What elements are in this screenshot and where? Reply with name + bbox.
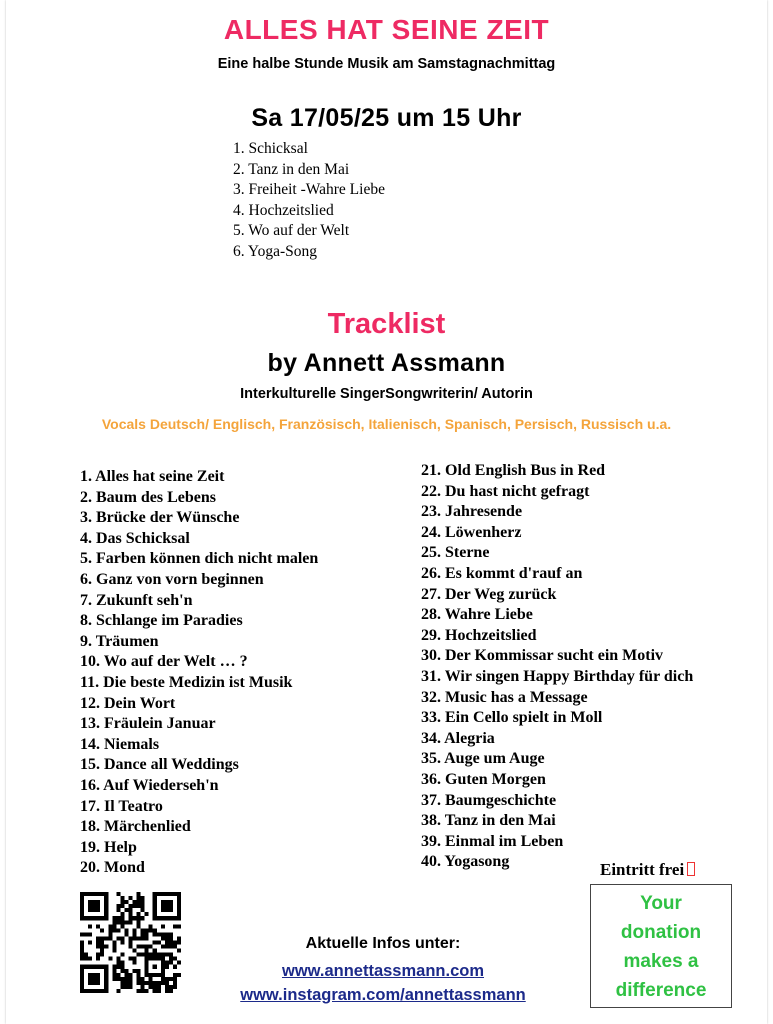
instagram-link[interactable]: www.instagram.com/annettassmann (240, 986, 526, 1004)
program-list (233, 139, 385, 262)
track-item: 25. Sterne (421, 544, 490, 562)
tracklist-right-column (421, 461, 693, 873)
track-item: 14. Niemals (80, 735, 160, 753)
program-item: 6. Yoga-Song (233, 242, 317, 260)
program-item: 1. Schicksal (233, 140, 308, 157)
donation-line: Your (640, 893, 682, 914)
program-item: 2. Tanz in den Mai (233, 160, 350, 178)
track-item: 17. Il Teatro (80, 797, 163, 815)
event-date: Sa 17/05/25 um 15 Uhr (251, 104, 522, 132)
track-item: 38. Tanz in den Mai (421, 812, 556, 830)
track-item: 37. Baumgeschichte (421, 791, 557, 809)
artist-role: Interkulturelle SingerSongwriterin/ Autorin (240, 386, 533, 402)
tracklist-title: Tracklist (327, 308, 446, 340)
page-title: ALLES HAT SEINE ZEIT (223, 14, 550, 45)
track-item: 23. Jahresende (421, 503, 523, 521)
donation-line: donation (620, 922, 702, 943)
track-item: 24. Löwenherz (421, 523, 522, 541)
track-item: 1. Alles hat seine Zeit (80, 468, 225, 485)
track-item: 11. Die beste Medizin ist Musik (80, 673, 293, 691)
track-item: 31. Wir singen Happy Birthday für dich (421, 667, 694, 685)
entry-free-label (600, 860, 695, 880)
track-item: 19. Help (80, 838, 137, 856)
missing-glyph-icon (687, 862, 695, 876)
track-item: 39. Einmal im Leben (421, 832, 564, 850)
track-item: 20. Mond (80, 859, 145, 877)
artist-byline: by Annett Assmann (267, 349, 506, 377)
qr-code-icon[interactable] (80, 892, 181, 993)
website-link[interactable]: www.annettassmann.com (281, 962, 485, 980)
track-item: 28. Wahre Liebe (421, 606, 533, 624)
track-item: 16. Auf Wiederseh'n (80, 776, 219, 794)
track-item: 34. Alegria (421, 729, 495, 747)
track-item: 3. Brücke der Wünsche (80, 509, 240, 527)
infos-label: Aktuelle Infos unter: (305, 935, 461, 952)
program-item: 4. Hochzeitslied (233, 201, 334, 219)
track-item: 6. Ganz von vorn beginnen (80, 570, 264, 588)
track-item: 5. Farben können dich nicht malen (80, 550, 319, 568)
program-item: 5. Wo auf der Welt (233, 222, 350, 239)
track-item: 22. Du hast nicht gefragt (421, 482, 590, 500)
track-item: 29. Hochzeitslied (421, 626, 537, 644)
donation-box (590, 884, 732, 1008)
track-item: 15. Dance all Weddings (80, 756, 239, 774)
track-item: 4. Das Schicksal (80, 529, 190, 547)
track-item: 26. Es kommt d'rauf an (421, 564, 583, 582)
donation-line: difference (615, 980, 707, 1001)
track-item: 32. Music has a Message (421, 688, 588, 706)
track-item: 30. Der Kommissar sucht ein Motiv (421, 647, 664, 665)
track-item: 2. Baum des Lebens (80, 488, 217, 506)
track-item: 12. Dein Wort (80, 694, 176, 712)
track-item: 33. Ein Cello spielt in Moll (421, 709, 603, 727)
entry-text: Eintritt frei (600, 860, 685, 879)
track-item: 40. Yogasong (421, 853, 510, 871)
page-subtitle: Eine halbe Stunde Musik am Samstagnachmittag (217, 56, 556, 72)
track-item: 10. Wo auf der Welt … ? (80, 653, 248, 671)
track-item: 7. Zukunft seh'n (80, 591, 193, 609)
track-item: 35. Auge um Auge (421, 750, 545, 768)
track-item: 13. Fräulein Januar (80, 715, 216, 733)
vocals-languages: Vocals Deutsch/ Englisch, Französisch, Italienisch, Spanisch, Persisch, Russisch u.a. (101, 416, 672, 432)
track-item: 18. Märchenlied (80, 818, 191, 836)
donation-line: makes a (623, 951, 699, 972)
tracklist-left-column (80, 467, 318, 879)
track-item: 9. Träumen (80, 632, 159, 650)
track-item: 36. Guten Morgen (421, 770, 546, 788)
program-item: 3. Freiheit -Wahre Liebe (233, 181, 385, 198)
track-item: 8. Schlange im Paradies (80, 612, 243, 630)
track-item: 21. Old English Bus in Red (421, 462, 606, 479)
track-item: 27. Der Weg zurück (421, 585, 557, 603)
